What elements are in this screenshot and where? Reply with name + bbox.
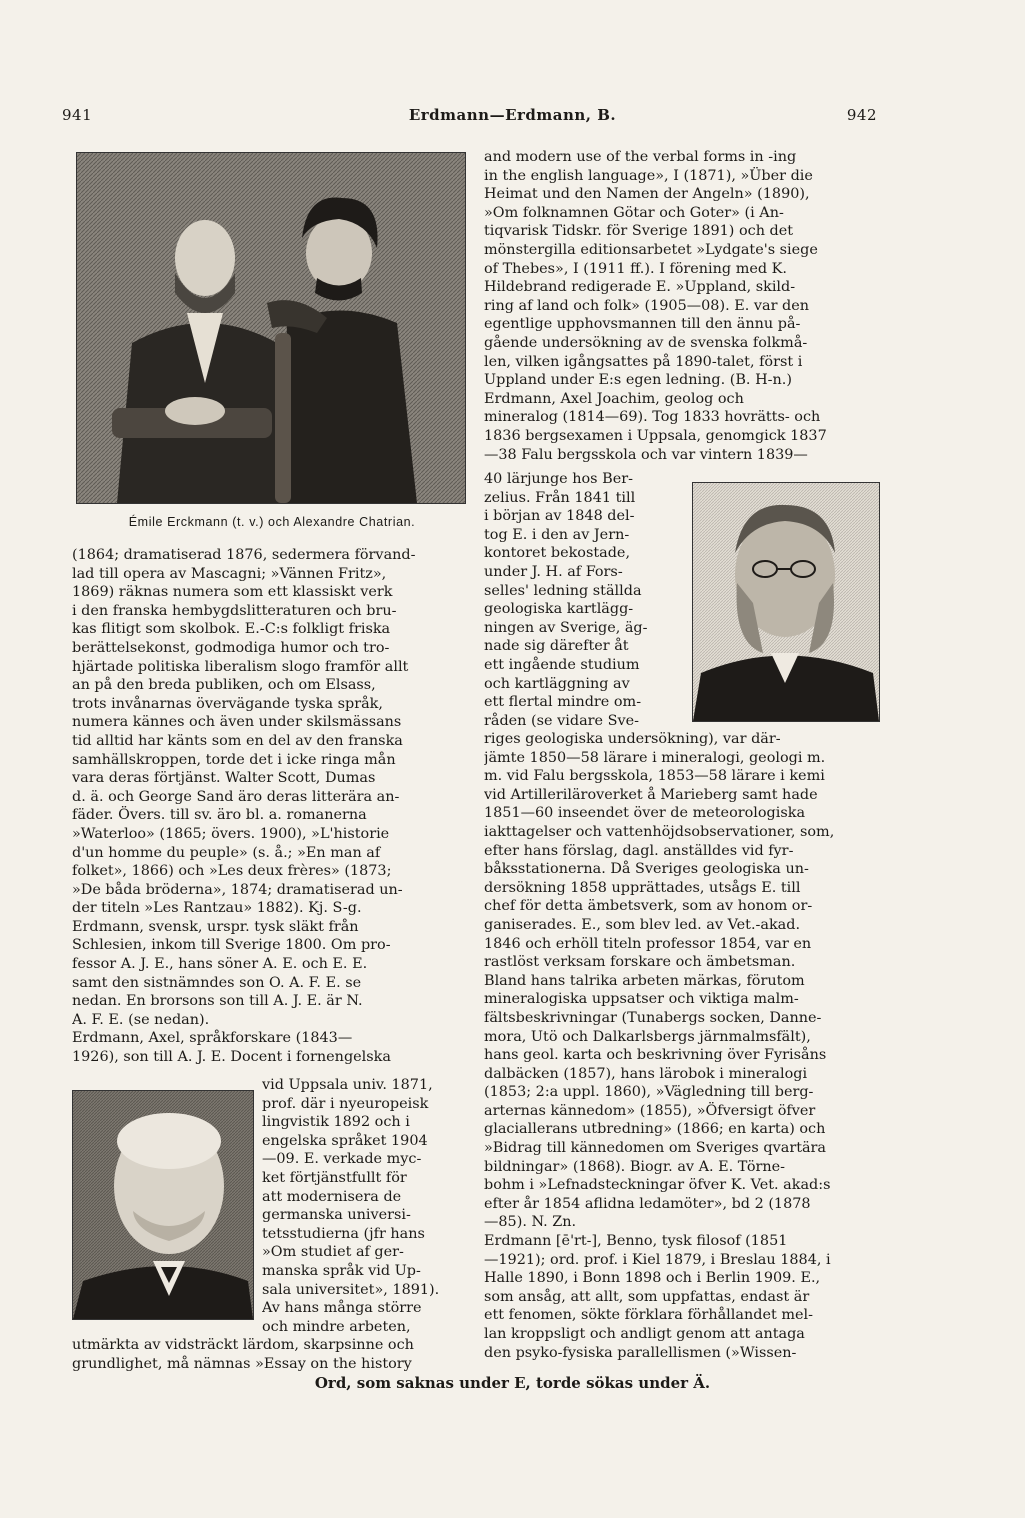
text-line: grundlighet, må nämnas »Essay on the history [72, 1355, 412, 1372]
entry-heading-line: Erdmann, svensk, urspr. tysk släkt från [72, 918, 359, 935]
text-line: lan kroppsligt och andligt genom att antaga [484, 1326, 805, 1342]
text-line: (1864; dramatiserad 1876, sedermera förvand- [72, 547, 416, 563]
text-line: nade sig därefter åt [484, 638, 629, 655]
text-line: kas flitigt som skolbok. E.-C:s folkligt friska [72, 621, 391, 638]
left-column-text [72, 546, 466, 1067]
text-line: utmärkta av vidsträckt lärdom, skarpsinne och [72, 1337, 414, 1353]
right-top-block [484, 148, 878, 464]
text-line: vid Artilleriläroverket å Marieberg samt hade [484, 786, 818, 803]
text-line: fäder. Övers. till sv. äro bl. a. romanerna [72, 807, 367, 824]
text-line: 1926), son till A. J. E. Docent i fornengelska [72, 1049, 391, 1066]
text-line: lingvistik 1892 och i [262, 1114, 410, 1131]
text-line: bohm i »Lefnadsteckningar öfver K. Vet. akad:s [484, 1177, 831, 1194]
text-line: tetsstudierna (jfr hans [262, 1225, 425, 1242]
entry-heading-line: Erdmann, Axel, språkforskare (1843— [72, 1030, 353, 1047]
text-line: Schlesien, inkom till Sverige 1800. Om pro- [72, 937, 391, 954]
text-line: mineralogiska uppsatser och viktiga malm- [484, 991, 799, 1008]
text-line: egentlige upphovsmannen till den ännu på- [484, 316, 801, 333]
axel-joachim-erdmann-portrait [692, 482, 880, 722]
text-line: 1851—60 inseendet över de meteorologiska [484, 805, 806, 822]
text-line: m. vid Falu bergsskola, 1853—58 lärare i kemi [484, 768, 825, 785]
text-line: 1846 och erhöll titeln professor 1854, var en [484, 935, 812, 952]
text-line: tiqvarisk Tidskr. för Sverige 1891) och det [484, 223, 794, 240]
engraving-illustration [77, 153, 465, 503]
text-line: Bland hans talrika arbeten märkas, förutom [484, 972, 805, 989]
entry-heading-line: Erdmann, Axel Joachim, geolog och [484, 390, 744, 407]
erckmann-chatrian-engraving [76, 152, 466, 504]
text-line: ett ingående studium [484, 656, 640, 673]
text-line: an på den breda publiken, och om Elsass, [72, 677, 376, 694]
text-line: Av hans många större [262, 1300, 422, 1317]
text-line: mineralog (1814—69). Tog 1833 hovrätts- och [484, 409, 821, 426]
text-line: i den franska hembygdslitteraturen och bru- [72, 602, 397, 619]
text-line: riges geologiska undersökning), var där- [484, 731, 781, 747]
text-line: numera kännes och även under skilsmässans [72, 714, 402, 731]
text-line: och mindre arbeten, [262, 1318, 411, 1335]
footer-note: Ord, som saknas under E, torde sökas under Ä. [314, 1374, 711, 1392]
right-wrap-text [484, 470, 676, 730]
left-text-block [72, 546, 466, 1067]
text-line: manska språk vid Up- [262, 1262, 421, 1279]
text-line: jämte 1850—58 lärare i mineralogi, geologi m. [484, 749, 826, 766]
text-line: och kartläggning av [484, 675, 630, 692]
text-line: sala universitet», 1891). [262, 1281, 440, 1298]
left-wrap-block [262, 1076, 466, 1336]
text-line: kontoret bekostade, [484, 545, 631, 562]
text-line: råden (se vidare Sve- [484, 712, 639, 729]
text-line: Halle 1890, i Bonn 1898 och i Berlin 1909. E., [484, 1270, 821, 1287]
text-line: vid Uppsala univ. 1871, [262, 1077, 433, 1093]
text-line: att modernisera de [262, 1188, 402, 1205]
text-line: Heimat und den Namen der Angeln» (1890), [484, 186, 810, 203]
text-line: d. ä. och George Sand äro deras litterära an- [72, 788, 400, 805]
text-line: dalbäcken (1857), hans lärobok i mineralogi [484, 1065, 808, 1082]
text-line: mönstergilla editionsarbetet »Lydgate's siege [484, 241, 818, 258]
text-line: arternas kännedom» (1855), »Öfversigt öfver [484, 1102, 816, 1119]
text-line: ganiserades. E., som blev led. av Vet.-akad. [484, 916, 801, 933]
text-line: of Thebes», I (1911 ff.). I förening med K. [484, 260, 787, 277]
text-line: chef för detta ämbetsverk, som av honom or- [484, 898, 813, 915]
text-line: prof. där i nyeuropeisk [262, 1095, 429, 1112]
text-line: i början av 1848 del- [484, 508, 635, 525]
text-line: germanska universi- [262, 1207, 411, 1224]
text-line: d'un homme du peuple» (s. å.; »En man af [72, 844, 381, 861]
text-line: —85). N. Zn. [484, 1214, 577, 1231]
text-line: den psyko-fysiska parallellismen (»Wissen- [484, 1344, 797, 1361]
text-line: —09. E. verkade myc- [262, 1151, 422, 1168]
text-line: »De båda bröderna», 1874; dramatiserad un- [72, 881, 403, 898]
text-line: »Bidrag till kännedomen om Sveriges qvartära [484, 1140, 827, 1157]
text-line: vara deras förtjänst. Walter Scott, Dumas [72, 770, 376, 787]
text-line: geologiska kartlägg- [484, 601, 634, 618]
engraving-caption: Émile Erckmann (t. v.) och Alexandre Chatrian. [128, 515, 416, 529]
text-line: tog E. i den av Jern- [484, 526, 630, 543]
text-line: nedan. En brorsons son till A. J. E. är N. [72, 993, 363, 1010]
portrait-illustration [73, 1091, 253, 1319]
text-line: ett flertal mindre om- [484, 694, 642, 711]
text-line: ett fenomen, sökte förklara förhållandet mel- [484, 1307, 813, 1324]
text-line: 1836 bergsexamen i Uppsala, genomgick 1837 [484, 427, 827, 444]
text-line: rastlöst verksam forskare och ämbetsman. [484, 954, 796, 971]
text-line: 1869) räknas numera som ett klassiskt verk [72, 584, 393, 601]
right-rest-block [484, 730, 878, 1362]
text-line: lad till opera av Mascagni; »Vännen Fritz», [72, 565, 387, 582]
text-line: selles' ledning ställda [484, 582, 642, 599]
text-line: efter år 1854 aflidna ledamöter», bd 2 (1878 [484, 1195, 811, 1212]
running-title: Erdmann—Erdmann, B. [408, 106, 617, 124]
text-line: bildningar» (1868). Biogr. av A. E. Törne- [484, 1158, 786, 1175]
left-wrap-text [262, 1076, 466, 1336]
right-column-rest-text [484, 730, 878, 1362]
text-line: tid alltid har känts som en del av den franska [72, 732, 403, 749]
text-line: båksstationerna. Då Sveriges geologiska un- [484, 861, 809, 878]
text-line: glaciallerans utbredning» (1866; en karta) och [484, 1121, 826, 1138]
text-line: and modern use of the verbal forms in -ing [484, 149, 797, 165]
text-line: A. F. E. (se nedan). [72, 1011, 210, 1028]
text-line: mora, Utö och Dalkarlsbergs järnmalmsfält), [484, 1028, 811, 1045]
axel-erdmann-portrait [72, 1090, 254, 1320]
text-line: efter hans förslag, dagl. anställdes vid fyr- [484, 842, 794, 859]
text-line: Uppland under E:s egen ledning. (B. H-n.) [484, 372, 792, 389]
page-number-right: 942 [846, 106, 877, 124]
right-column-top-text [484, 148, 878, 464]
text-line: Hildebrand redigerade E. »Uppland, skild- [484, 279, 796, 296]
text-line: som ansåg, att allt, som uppfattas, endast är [484, 1288, 810, 1305]
text-line: samt den sistnämndes son O. A. F. E. se [72, 974, 362, 991]
text-line: samhällskroppen, torde det i icke ringa mån [72, 751, 396, 768]
text-line: in the english language», I (1871), »Über die [484, 167, 813, 184]
text-line: gående undersökning av de svenska folkmå- [484, 334, 808, 351]
left-end-text [72, 1336, 466, 1373]
text-line: trots invånarnas övervägande tyska språk, [72, 695, 383, 712]
text-line: folket», 1866) och »Les deux frères» (1873; [72, 863, 392, 880]
text-line: ket förtjänstfullt för [262, 1169, 407, 1186]
right-wrap-block [484, 470, 676, 730]
text-line: engelska språket 1904 [262, 1132, 428, 1149]
entry-heading-line: Erdmann [ē'rt-], Benno, tysk filosof (1851 [484, 1233, 788, 1250]
text-line: »Waterloo» (1865; övers. 1900), »L'historie [72, 825, 390, 842]
text-line: —38 Falu bergsskola och var vintern 1839— [484, 446, 808, 463]
portrait-illustration [693, 483, 879, 721]
text-line: dersökning 1858 upprättades, utsågs E. till [484, 879, 801, 896]
left-end-block [72, 1336, 466, 1373]
text-line: fältsbeskrivningar (Tunabergs socken, Danne- [484, 1009, 822, 1026]
text-line: der titeln »Les Rantzau» 1882). Kj. S-g. [72, 900, 362, 917]
text-line: hans geol. karta och beskrivning över Fyrisåns [484, 1047, 827, 1064]
text-line: »Om studiet af ger- [262, 1244, 404, 1261]
text-line: 40 lärjunge hos Ber- [484, 471, 633, 487]
text-line: fessor A. J. E., hans söner A. E. och E. E. [72, 956, 368, 973]
text-line: iakttagelser och vattenhöjdsobservationer, som, [484, 823, 835, 840]
text-line: »Om folknamnen Götar och Goter» (i An- [484, 204, 784, 221]
page-number-left: 941 [62, 106, 93, 124]
text-line: under J. H. af Fors- [484, 563, 623, 580]
text-line: —1921); ord. prof. i Kiel 1879, i Breslau 1884, i [484, 1251, 831, 1268]
text-line: ningen av Sverige, äg- [484, 619, 648, 636]
text-line: ring af land och folk» (1905—08). E. var den [484, 297, 810, 314]
text-line: zelius. Från 1841 till [484, 489, 636, 506]
text-line: len, vilken igångsattes på 1890-talet, först i [484, 353, 803, 370]
text-line: hjärtade politiska liberalism slogo framför allt [72, 658, 409, 675]
text-line: berättelsekonst, godmodiga humor och tro- [72, 639, 390, 656]
text-line: (1853; 2:a uppl. 1860), »Vägledning till berg- [484, 1084, 814, 1101]
